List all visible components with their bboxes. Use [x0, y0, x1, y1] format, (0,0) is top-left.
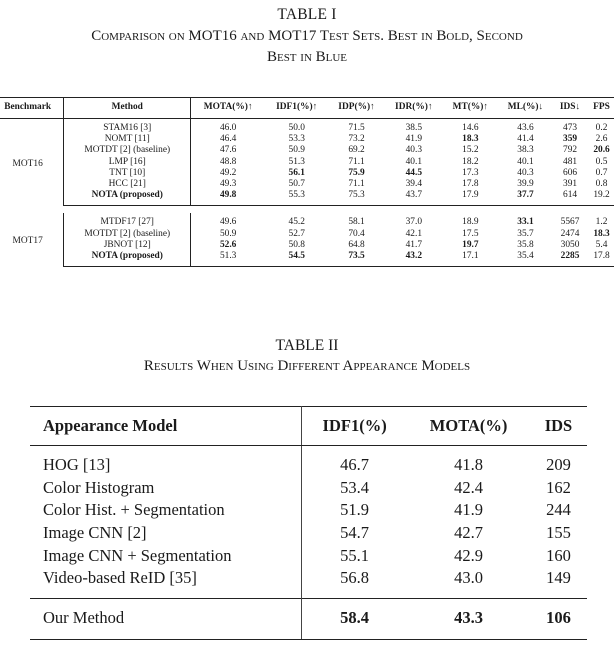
- table1-benchmark-cell: MOT16: [0, 119, 64, 206]
- table2-cell-mota: 41.9: [454, 500, 484, 520]
- table1-cell-mota: 49.2: [219, 167, 237, 178]
- table1-cell-idf1: 56.1: [288, 167, 305, 178]
- table1-cell-idp: 71.1: [348, 179, 365, 190]
- table1-cell-idf1: 45.2: [288, 217, 305, 228]
- table1-header-idp: IDP(%)↑: [328, 98, 385, 119]
- table1-cell-fps: 18.3: [593, 228, 610, 239]
- table1-row: [0, 251, 614, 267]
- table1-cell-idp: 69.2: [348, 145, 365, 156]
- table1-cell-method: LMP [16]: [64, 157, 191, 168]
- table1-cell-fps: 17.8: [587, 251, 614, 267]
- table2-caption: Results When Using Different Appearance Models: [143, 358, 471, 374]
- table2-row: [30, 499, 587, 522]
- table1-cell-ml: 33.1: [517, 217, 534, 228]
- table1-row: [0, 134, 614, 145]
- table1-cell-idp: 70.4: [348, 228, 365, 239]
- table1-cell-ids: 473: [563, 123, 578, 133]
- table1-cell-mota: 47.6: [219, 145, 237, 156]
- table2-ours-model: Our Method: [30, 598, 302, 639]
- table1-cell-method: TNT [10]: [64, 168, 191, 179]
- table1-row: [0, 168, 614, 179]
- table1-cell-ml: 41.4: [517, 134, 534, 145]
- table2-ours: [30, 598, 587, 639]
- table1-caption-line1: Comparison on MOT16 and MOT17 Test Sets. Best in Bold, Second: [91, 28, 523, 44]
- table1-cell-mt: 14.6: [462, 123, 479, 133]
- table1-cell-method: NOTA (proposed): [64, 251, 191, 267]
- table1-header-benchmark: Benchmark: [0, 98, 64, 119]
- table1-cell-ml: 35.4: [498, 251, 553, 267]
- table1-header-mt: MT(%)↑: [443, 98, 498, 119]
- table1-caption: [0, 26, 614, 68]
- table2-cell-mota: 41.8: [454, 455, 484, 475]
- table1-cell-fps: 0.7: [595, 167, 608, 178]
- table1-cell-mt: 18.2: [462, 156, 479, 167]
- table2-header-row: [30, 407, 587, 446]
- table1-cell-ids: 2285: [553, 251, 587, 267]
- table1-cell-mota: 46.0: [219, 123, 237, 133]
- table1-group-gap: [0, 206, 614, 214]
- table1-cell-mota: 49.6: [219, 217, 237, 228]
- table1-header-mota: MOTA(%)↑: [191, 98, 265, 119]
- table1-cell-mt: 17.1: [443, 251, 498, 267]
- table2-cell-model: Color Histogram: [30, 477, 302, 500]
- table1-cell-idf1: 53.3: [288, 134, 305, 145]
- table1-cell-idr: 43.2: [385, 251, 443, 267]
- table1-cell-fps: 0.8: [595, 179, 608, 190]
- table1-cell-ml: 35.7: [517, 228, 534, 239]
- table2-cell-ids: 244: [546, 500, 571, 520]
- table1-cell-idf1: 51.3: [288, 156, 305, 167]
- table2-body: [30, 446, 587, 599]
- table1-cell-idf1: 50.9: [288, 145, 305, 156]
- table1-cell-idr: 42.1: [405, 228, 422, 239]
- table1-cell-ml: 37.7: [498, 190, 553, 206]
- table1-header-fps: FPS: [587, 98, 614, 119]
- table1-cell-mota: 52.6: [219, 239, 237, 250]
- table1-cell-idr: 41.7: [405, 239, 422, 250]
- table2-cell-ids: 160: [546, 545, 571, 565]
- table1-cell-method: NOTA (proposed): [64, 190, 191, 206]
- table2-header-idf1: IDF1(%): [302, 407, 408, 446]
- table1-cell-ml: 40.1: [517, 156, 534, 167]
- table1-cell-mt: 15.2: [462, 145, 479, 156]
- table1-cell-idr: 43.7: [385, 190, 443, 206]
- table1-cell-idf1: 50.0: [288, 123, 305, 133]
- table1-cell-method: MOTDT [2] (baseline): [64, 229, 191, 240]
- table1-cell-idp: 75.3: [328, 190, 385, 206]
- table2-header-ids: IDS: [530, 407, 587, 446]
- table1-cell-idp: 73.2: [348, 134, 365, 145]
- table2-cell-idf1: 56.8: [340, 568, 370, 588]
- table2-row: [30, 567, 587, 598]
- table1-body: [0, 119, 614, 267]
- table1-cell-idr: 38.5: [405, 123, 422, 133]
- table1-cell-fps: 1.2: [595, 217, 608, 228]
- table2-title: TABLE II: [275, 337, 339, 354]
- table2-cell-mota: 42.4: [454, 477, 484, 497]
- table1-cell-ids: 359: [563, 134, 578, 145]
- table2-cell-model: Image CNN + Segmentation: [30, 544, 302, 567]
- table2-ours-ids: 106: [530, 598, 587, 639]
- table1-cell-idr: 37.0: [405, 217, 422, 228]
- table1-row: [0, 145, 614, 156]
- table1-cell-idr: 41.9: [405, 134, 422, 145]
- table2-ours-mota: 43.3: [407, 598, 530, 639]
- table2-cell-model: Video-based ReID [35]: [30, 567, 302, 598]
- table1-header-method: Method: [64, 98, 191, 119]
- table1-cell-ids: 5567: [560, 217, 580, 228]
- table1-cell-idf1: 52.7: [288, 228, 305, 239]
- table1-title: TABLE I: [277, 6, 337, 23]
- table1-cell-ml: 40.3: [517, 167, 534, 178]
- table2-cell-ids: 155: [546, 523, 571, 543]
- table1-cell-idf1: 50.7: [288, 179, 305, 190]
- table1-cell-idr: 44.5: [405, 167, 422, 178]
- table1-cell-idr: 40.3: [405, 145, 422, 156]
- table1-cell-method: MOTDT [2] (baseline): [64, 145, 191, 156]
- table2-header-mota: MOTA(%): [407, 407, 530, 446]
- table1-cell-mt: 17.9: [443, 190, 498, 206]
- table1-header-row: [0, 98, 614, 119]
- table1-cell-method: MTDF17 [27]: [64, 213, 191, 228]
- table2-cell-mota: 43.0: [454, 568, 484, 588]
- table1-cell-fps: 5.4: [595, 239, 608, 250]
- table1-row: [0, 190, 614, 206]
- table2-cell-mota: 42.7: [454, 523, 484, 543]
- table1-cell-fps: 0.2: [595, 123, 608, 133]
- table1-gap-cell: [0, 206, 614, 214]
- table1-cell-mt: 18.9: [462, 217, 479, 228]
- table2-header-model: Appearance Model: [30, 407, 302, 446]
- table1-cell-idp: 73.5: [328, 251, 385, 267]
- table1-cell-mota: 48.8: [219, 156, 237, 167]
- table1-cell-idr: 39.4: [405, 179, 422, 190]
- table1-cell-method: STAM16 [3]: [64, 119, 191, 135]
- table1-header-ids: IDS↓: [553, 98, 587, 119]
- table1-cell-method: HCC [21]: [64, 179, 191, 190]
- table1-cell-fps: 2.6: [595, 134, 608, 145]
- table2-cell-idf1: 54.7: [340, 523, 370, 543]
- table1-row: [0, 213, 614, 228]
- table2-cell-idf1: 46.7: [340, 455, 370, 475]
- table2-row: [30, 477, 587, 500]
- table1-cell-idp: 64.8: [348, 239, 365, 250]
- table1-cell-fps: 0.5: [595, 156, 608, 167]
- table1-cell-mota: 49.3: [219, 179, 237, 190]
- table1-cell-mota: 49.8: [191, 190, 265, 206]
- table1-cell-ml: 39.9: [517, 179, 534, 190]
- table1-header-idr: IDR(%)↑: [385, 98, 443, 119]
- table2-cell-idf1: 53.4: [340, 477, 370, 497]
- table1-cell-method: NOMT [11]: [64, 134, 191, 145]
- table1-cell-fps: 19.2: [587, 190, 614, 206]
- table1-cell-mt: 17.3: [462, 167, 479, 178]
- table1-row: [0, 229, 614, 240]
- table1-header-ml: ML(%)↓: [498, 98, 553, 119]
- table1-cell-ids: 3050: [560, 239, 580, 250]
- table2-cell-idf1: 55.1: [340, 545, 370, 565]
- table1-cell-mota: 51.3: [191, 251, 265, 267]
- table2-cell-model: Color Hist. + Segmentation: [30, 499, 302, 522]
- table2-cell-idf1: 51.9: [340, 500, 370, 520]
- table2-cell-model: HOG [13]: [30, 446, 302, 477]
- table2-ours-idf1: 58.4: [302, 598, 408, 639]
- table2-ours-row: [30, 598, 587, 639]
- table1-cell-mota: 46.4: [219, 134, 237, 145]
- table1-cell-mt: 18.3: [462, 134, 479, 145]
- table1-cell-ids: 391: [563, 179, 578, 190]
- table1-row: [0, 157, 614, 168]
- table1-row: [0, 179, 614, 190]
- table1-cell-mt: 17.8: [462, 179, 479, 190]
- table1-caption-line2: Best in Blue: [266, 49, 348, 65]
- table2-cell-ids: 149: [546, 568, 571, 588]
- table2-row: [30, 522, 587, 545]
- table2-cell-ids: 209: [546, 455, 571, 475]
- table2-cell-mota: 42.9: [454, 545, 484, 565]
- table1-cell-idf1: 54.5: [265, 251, 328, 267]
- table1-cell-ids: 792: [563, 145, 578, 156]
- table1-cell-ml: 43.6: [517, 123, 534, 133]
- table1-cell-mt: 17.5: [462, 228, 479, 239]
- table1-cell-idp: 71.5: [348, 123, 365, 133]
- table1-cell-fps: 20.6: [593, 145, 610, 156]
- table1-cell-ids: 2474: [560, 228, 580, 239]
- table1-cell-ml: 38.3: [517, 145, 534, 156]
- table1-cell-ids: 614: [553, 190, 587, 206]
- table1-row: [0, 240, 614, 251]
- table1-cell-method: JBNOT [12]: [64, 240, 191, 251]
- table1-cell-idf1: 50.8: [288, 239, 305, 250]
- table1-cell-mt: 19.7: [462, 239, 479, 250]
- table1-cell-mota: 50.9: [219, 228, 237, 239]
- table1-cell-idf1: 55.3: [265, 190, 328, 206]
- table1-cell-ml: 35.8: [517, 239, 534, 250]
- table2: [30, 406, 587, 640]
- table1-cell-idp: 58.1: [348, 217, 365, 228]
- table2-row: [30, 446, 587, 477]
- table1-cell-idr: 40.1: [405, 156, 422, 167]
- table2-cell-ids: 162: [546, 477, 571, 497]
- table1-benchmark-cell: MOT17: [0, 213, 64, 266]
- table2-row: [30, 544, 587, 567]
- table2-cell-model: Image CNN [2]: [30, 522, 302, 545]
- table1-cell-ids: 606: [563, 167, 578, 178]
- table1-row: [0, 119, 614, 135]
- table1-cell-idp: 71.1: [348, 156, 365, 167]
- table1: [0, 97, 614, 267]
- table1-header-idf1: IDF1(%)↑: [265, 98, 328, 119]
- table1-cell-idp: 75.9: [348, 167, 365, 178]
- table1-cell-ids: 481: [563, 156, 578, 167]
